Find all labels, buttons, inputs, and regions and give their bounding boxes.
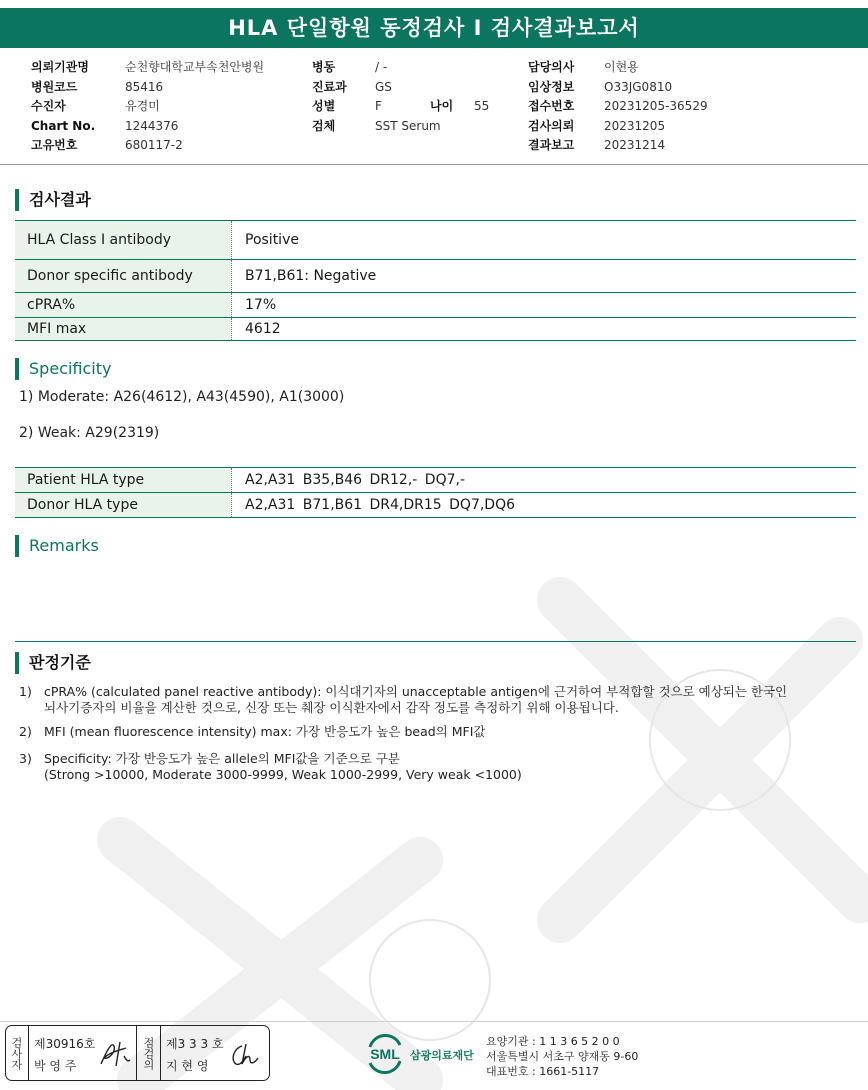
field-value: 20231205-36529	[604, 99, 708, 113]
field-value: 유경미	[125, 99, 160, 113]
field-value: GS	[375, 79, 392, 94]
field-value: SST Serum	[375, 118, 441, 133]
field-label: 진료과	[312, 79, 347, 94]
field-label: 고유번호	[31, 138, 78, 152]
field-value: F	[375, 99, 382, 113]
field-value-age: 55	[474, 99, 490, 113]
header-field-institution	[31, 58, 301, 78]
field-label: 성별	[312, 99, 336, 113]
header-field-accession-no	[528, 97, 828, 117]
field-label: 검체	[312, 118, 336, 133]
criteria-item-text: Specificity: 가장 반응도가 높은 allele의 MFI값을 기준으로 구분	[44, 751, 400, 766]
header-divider	[0, 164, 868, 165]
header-col-doctor	[528, 58, 828, 156]
remarks-section-title: Remarks	[15, 535, 99, 557]
criteria-item-text: 뇌사기증자의 비율을 계산한 것으로, 신장 또는 췌장 이식환자에서 감작 정도를 측정하기 위해 이용됩니다.	[44, 700, 619, 715]
results-row-cpra	[15, 293, 856, 318]
header-field-report-date	[528, 136, 828, 156]
specificity-line-weak: 2) Weak: A29(2319)	[19, 425, 160, 441]
stamp-tester-label-text: 검사자	[10, 1036, 23, 1070]
stamp-tester-label	[6, 1026, 26, 1080]
field-value: 1244376	[125, 118, 179, 133]
header-field-clinical-info	[528, 78, 828, 98]
criteria-item-text: cPRA% (calculated panel reactive antibody): 이식대기자의 unacceptable antigen에 근거하여 부적합할 것으로 예상되는 한국인	[44, 684, 788, 699]
field-value: 이현용	[604, 60, 639, 74]
results-row-value: B71,B61: Negative	[245, 268, 377, 284]
field-label: 수진자	[31, 99, 66, 113]
criteria-item-number: 2)	[19, 724, 32, 739]
header-field-doctor	[528, 58, 828, 78]
criteria-item-text: MFI (mean fluorescence intensity) max: 가장 반응도가 높은 bead의 MFI값	[44, 724, 486, 739]
signature-stamp	[5, 1025, 270, 1081]
field-label: 의뢰기관명	[31, 60, 89, 74]
footer-info-line: 대표번호 : 1661-5117	[486, 1065, 600, 1078]
tester-signature	[98, 1038, 132, 1070]
field-label: 병동	[312, 60, 336, 74]
stamp-reviewer-label	[137, 1026, 159, 1080]
results-row-label: cPRA%	[15, 293, 232, 317]
hla-row-patient	[15, 468, 856, 493]
header-field-department	[312, 78, 512, 98]
criteria-item-mfi	[19, 724, 839, 740]
field-value: 680117-2	[125, 138, 183, 152]
results-row-value: Positive	[245, 232, 299, 248]
report-title: HLA 단일항원 동정검사 I 검사결과보고서	[0, 8, 868, 48]
sml-logo-icon	[364, 1033, 406, 1075]
field-label: 담당의사	[528, 60, 575, 74]
results-row-label: HLA Class I antibody	[15, 221, 232, 259]
field-label: 검사의뢰	[528, 118, 575, 133]
field-value: 20231214	[604, 138, 666, 152]
sml-logo-text: SML	[370, 1046, 400, 1062]
stamp-separator	[160, 1026, 161, 1080]
stamp-separator	[28, 1026, 29, 1080]
header-field-sex-age	[312, 97, 512, 117]
criteria-item-cpra	[19, 684, 839, 716]
header-field-specimen	[312, 117, 512, 137]
criteria-item-specificity	[19, 751, 839, 783]
hla-row-donor	[15, 493, 856, 518]
field-label-age: 나이	[430, 99, 454, 113]
hla-row-label: Patient HLA type	[15, 468, 232, 492]
header-field-hospital-code	[31, 78, 301, 98]
results-row-mfi-max	[15, 318, 856, 341]
stamp-reviewer-label-text: 점검의	[142, 1036, 155, 1070]
hla-row-value: A2,A31 B71,B61 DR4,DR15 DQ7,DQ6	[245, 497, 516, 513]
stamp-reviewer-license: 제3 3 3 호	[166, 1037, 224, 1051]
header-col-requester	[31, 58, 301, 156]
header-field-ward	[312, 58, 512, 78]
results-section-title: 검사결과	[15, 189, 91, 211]
field-value: 순천향대학교부속천안병원	[125, 60, 265, 74]
hla-row-value: A2,A31 B35,B46 DR12,- DQ7,-	[245, 472, 465, 488]
stamp-tester-name: 박 영 주	[34, 1059, 77, 1073]
specificity-line-moderate: 1) Moderate: A26(4612), A43(4590), A1(3000)	[19, 389, 345, 405]
results-row-value: 4612	[245, 321, 281, 337]
field-value: 20231205	[604, 118, 666, 133]
field-label: 접수번호	[528, 99, 575, 113]
field-value: O33JG0810	[604, 79, 673, 94]
header-field-request-date	[528, 117, 828, 137]
footer-divider	[0, 1021, 868, 1022]
footer-info-line: 서울특별시 서초구 양재동 9-60	[486, 1050, 639, 1063]
stamp-tester-license: 제30916호	[34, 1037, 96, 1051]
results-row-label: MFI max	[15, 318, 232, 340]
footer-org-name: 삼광의료재단	[410, 1049, 474, 1062]
field-label: 결과보고	[528, 138, 575, 152]
header-field-unique-no	[31, 136, 301, 156]
criteria-item-text: (Strong >10000, Moderate 3000-9999, Weak 1000-2999, Very weak <1000)	[44, 767, 522, 782]
field-label: Chart No.	[31, 118, 96, 133]
stamp-reviewer-name: 지 현 영	[166, 1059, 209, 1073]
field-label: 임상정보	[528, 79, 575, 94]
header-field-patient	[31, 97, 301, 117]
criteria-section-title: 판정기준	[15, 652, 91, 674]
footer-info	[486, 1034, 638, 1079]
results-row-dsa	[15, 260, 856, 293]
remarks-divider	[15, 641, 856, 642]
field-value: 85416	[125, 79, 164, 94]
hla-type-table	[15, 467, 856, 518]
results-row-label: Donor specific antibody	[15, 260, 232, 292]
header-field-chart-no	[31, 117, 301, 137]
criteria-item-number: 1)	[19, 684, 32, 699]
results-row-hla-class-i	[15, 221, 856, 260]
results-row-value: 17%	[245, 297, 277, 313]
header-col-ward	[312, 58, 512, 136]
specificity-section-title: Specificity	[15, 358, 111, 380]
field-value: / -	[375, 60, 388, 74]
footer-info-line: 요양기관 : 1 1 3 6 5 2 0 0	[486, 1035, 620, 1048]
field-label: 병원코드	[31, 79, 78, 94]
hla-row-label: Donor HLA type	[15, 493, 232, 517]
results-table	[15, 220, 856, 341]
criteria-item-number: 3)	[19, 751, 32, 766]
reviewer-signature	[228, 1038, 262, 1070]
